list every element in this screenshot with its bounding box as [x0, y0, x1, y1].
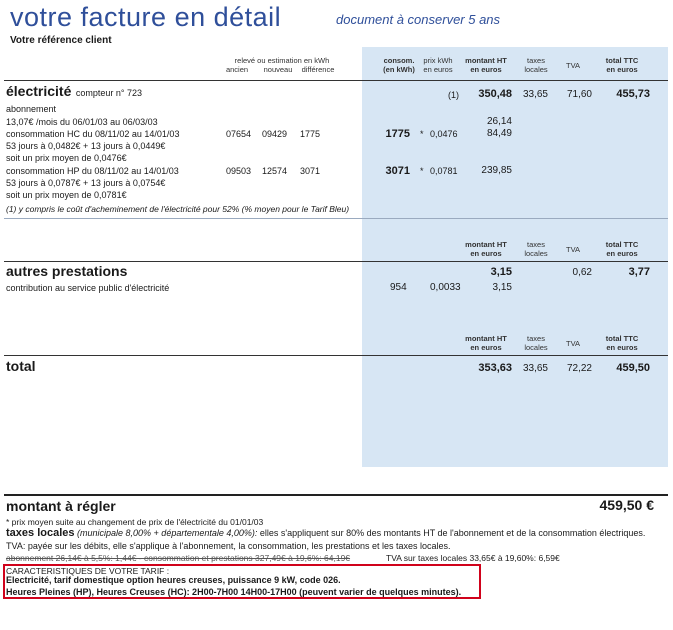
- divider: [4, 218, 668, 219]
- divider: [4, 355, 668, 356]
- col-consom: consom. (en kWh): [383, 56, 415, 74]
- regler-amount: 459,50 €: [599, 497, 654, 513]
- tva-calc-right: TVA sur taxes locales 33,65€ à 19,60%: 6,59€: [386, 553, 560, 563]
- divider: [4, 80, 668, 81]
- autres-tva: 0,62: [572, 267, 592, 278]
- col-difference: différence: [301, 65, 335, 74]
- total-tva: 72,22: [566, 363, 592, 374]
- col-tva: TVA: [565, 61, 581, 70]
- divider: [4, 494, 668, 496]
- hc-ancien: 07654: [226, 129, 252, 139]
- elec-tva: 71,60: [566, 89, 592, 100]
- tarif-line1: Electricité, tarif domestique option heures creuses, puissance 9 kW, code 026.: [6, 575, 341, 585]
- col-montant: montant HT en euros: [465, 334, 507, 352]
- hc-moyen: soit un prix moyen de 0,0476€: [6, 153, 127, 163]
- hp-consom: 3071: [385, 165, 410, 177]
- autres-ttc: 3,77: [628, 266, 650, 278]
- col-ttc: total TTC en euros: [605, 240, 639, 258]
- hc-consom: 1775: [385, 128, 410, 140]
- hc-detail: 53 jours à 0,0482€ + 13 jours à 0,0449€: [6, 141, 166, 151]
- page-title: votre facture en détail: [10, 2, 282, 32]
- contribution-label: contribution au service public d'électricité: [6, 283, 170, 293]
- col-ttc: total TTC en euros: [605, 334, 639, 352]
- autres-montant: 3,15: [490, 266, 512, 278]
- tva-calc-left: abonnement 26,14€ à 5,5%: 1,44€ - consommation et prestations 327,49€ à 19,6%: 64,19€: [6, 553, 351, 563]
- page-subtitle: document à conserver 5 ans: [336, 12, 501, 27]
- elec-ttc: 455,73: [616, 88, 650, 100]
- abonnement-label: abonnement: [6, 104, 57, 114]
- divider: [4, 261, 668, 262]
- col-prix: prix kWh en euros: [423, 56, 453, 74]
- hp-nouveau: 12574: [262, 166, 288, 176]
- col-nouveau: nouveau: [263, 65, 293, 74]
- contribution-prix: 0,0033: [430, 282, 461, 293]
- taxes-locales-note: taxes locales (municipale 8,00% + départementale 4,00%): elles s'appliquent sur 80% des montants HT de l'abonnement et de la consommation électriques.: [6, 527, 646, 539]
- elec-taxes: 33,65: [522, 89, 548, 100]
- hp-prix: 0,0781: [430, 166, 458, 176]
- col-taxes: taxes locales: [524, 334, 548, 352]
- hc-difference: 1775: [300, 129, 321, 139]
- col-ancien: ancien: [225, 65, 249, 74]
- total-ttc: 459,50: [616, 362, 650, 374]
- hp-label: consommation HP du 08/11/02 au 14/01/03: [6, 166, 179, 176]
- contribution-consom: 954: [390, 282, 407, 293]
- hc-label: consommation HC du 08/11/02 au 14/01/03: [6, 129, 180, 139]
- hp-detail: 53 jours à 0,0787€ + 13 jours à 0,0754€: [6, 178, 166, 188]
- hc-prix: 0,0476: [430, 129, 458, 139]
- electricite-heading: électricité compteur n° 723: [6, 83, 142, 99]
- col-tva: TVA: [565, 245, 581, 254]
- hp-montant: 239,85: [481, 165, 512, 176]
- client-reference-label: Votre référence client: [10, 35, 112, 46]
- col-montant: montant HT en euros: [465, 240, 507, 258]
- prix-moyen-note: * prix moyen suite au changement de prix de l'électricité du 01/01/03: [6, 517, 264, 527]
- abonnement-detail: 13,07€ /mois du 06/01/03 au 06/03/03: [6, 117, 158, 127]
- autres-heading: autres prestations: [6, 263, 128, 279]
- note-ref: (1): [448, 90, 459, 100]
- hc-star: *: [420, 129, 424, 139]
- total-montant: 353,63: [478, 362, 512, 374]
- hp-difference: 3071: [300, 166, 321, 176]
- elec-montant: 350,48: [478, 88, 512, 100]
- hc-montant: 84,49: [486, 128, 512, 139]
- col-taxes: taxes locales: [524, 56, 548, 74]
- total-heading: total: [6, 358, 36, 374]
- tarif-line2: Heures Pleines (HP), Heures Creuses (HC): 2H00-7H00 14H00-17H00 (peuvent varier de quelques minutes).: [6, 587, 462, 597]
- regler-heading: montant à régler: [6, 498, 116, 514]
- col-tva: TVA: [565, 339, 581, 348]
- hp-moyen: soit un prix moyen de 0,0781€: [6, 190, 127, 200]
- col-taxes: taxes locales: [524, 240, 548, 258]
- col-ttc: total TTC en euros: [605, 56, 639, 74]
- releve-group-header: relevé ou estimation en kWh: [234, 56, 330, 65]
- hc-nouveau: 09429: [262, 129, 288, 139]
- col-montant: montant HT en euros: [465, 56, 507, 74]
- abonnement-montant: 26,14: [486, 116, 512, 127]
- tarif-title: CARACTERISTIQUES DE VOTRE TARIF :: [6, 566, 170, 576]
- elec-footnote: (1) y compris le coût d'acheminement de l'électricité pour 52% (% moyen pour le Tarif Bleu): [6, 204, 350, 214]
- total-taxes: 33,65: [522, 363, 548, 374]
- hp-ancien: 09503: [226, 166, 252, 176]
- hp-star: *: [420, 166, 424, 176]
- tva-note: TVA: payée sur les débits, elle s'applique à l'abonnement, la consommation, les prestations et les taxes locales.: [6, 541, 451, 551]
- contribution-montant: 3,15: [492, 282, 512, 293]
